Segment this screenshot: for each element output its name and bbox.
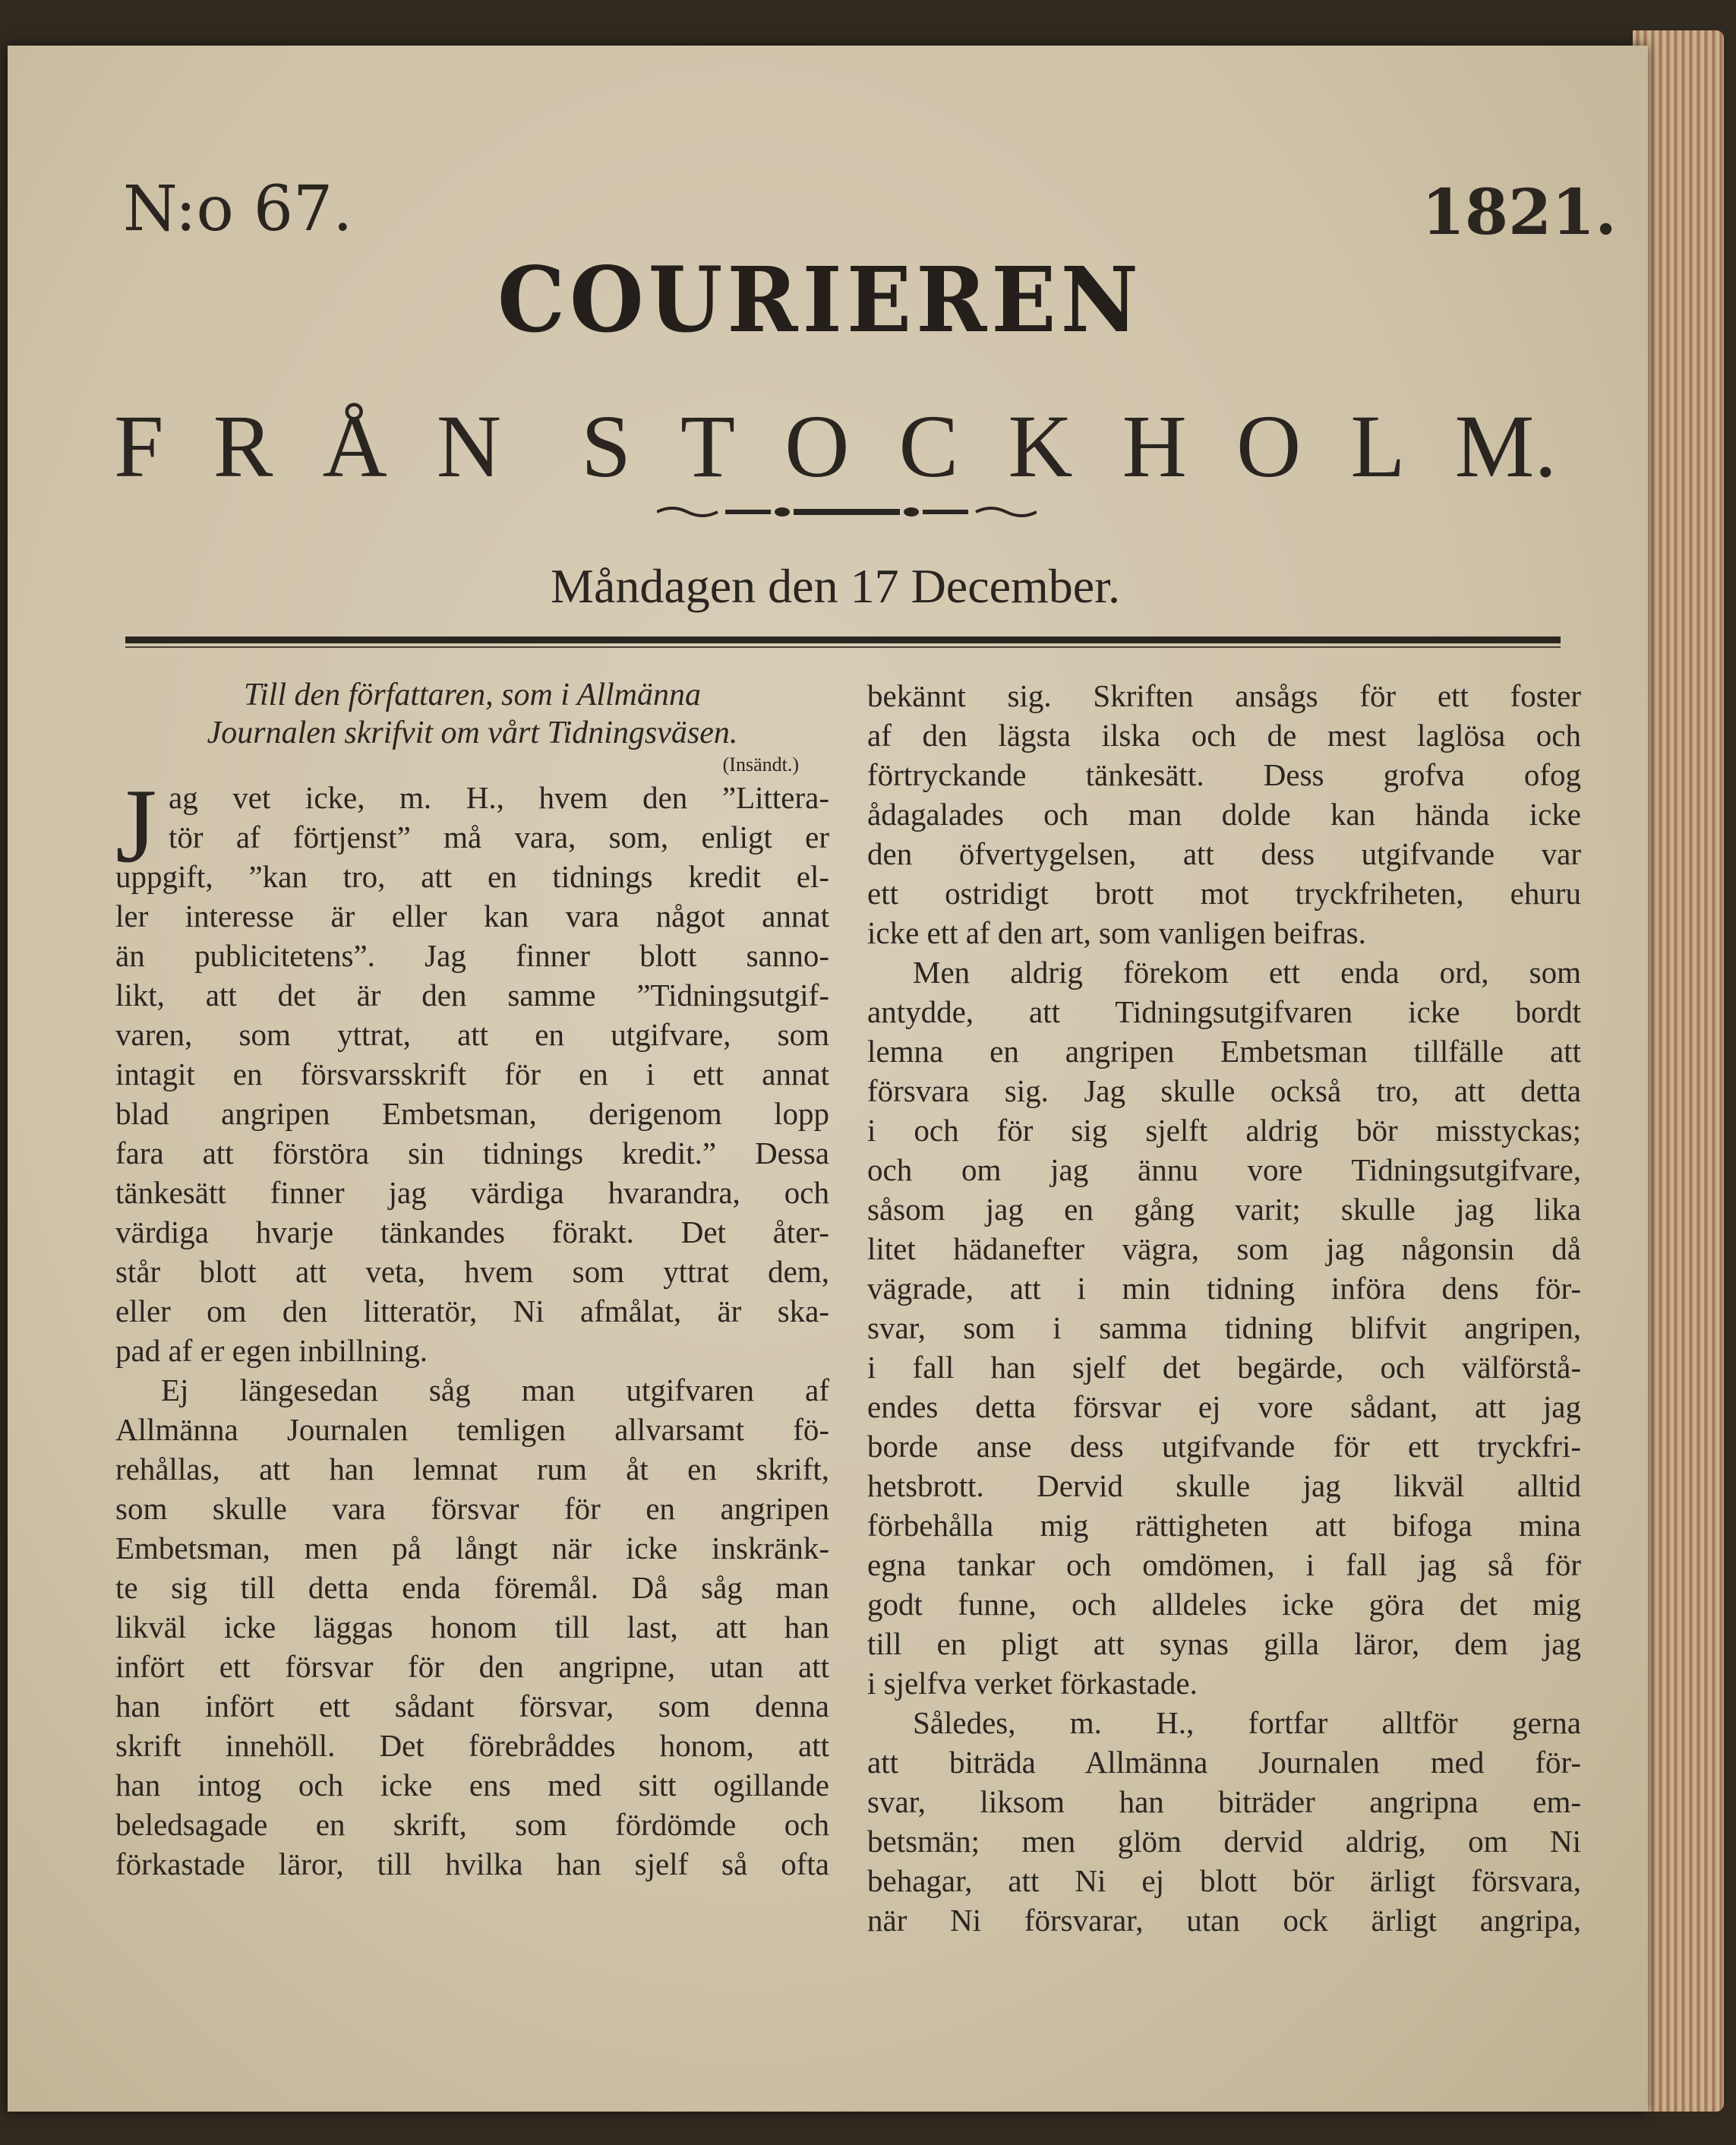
- masthead-subtitle: [114, 395, 1557, 498]
- text-line: svar, liksom han biträder angripna em-: [867, 1784, 1581, 1819]
- text-line: rehållas, att han lemnat rum åt en skrift,: [115, 1452, 829, 1486]
- text-line: såsom jag en gång varit; skulle jag lika: [867, 1192, 1581, 1227]
- text-line: han infört ett sådant försvar, som denna: [115, 1689, 829, 1723]
- article-body-left: [115, 767, 829, 1884]
- subtitle-letter: C: [898, 396, 959, 496]
- text-line: än publicitetens”. Jag finner blott sanno-: [115, 938, 829, 973]
- text-line: af den lägsta ilska och de mest laglösa och: [867, 718, 1581, 753]
- text-line: tänkesätt finner jag värdiga hvarandra, och: [115, 1175, 829, 1210]
- text-line: ådagalades och man dolde kan hända icke: [867, 797, 1581, 832]
- right-column: [867, 676, 1581, 1940]
- text-line: när Ni försvarar, utan ock ärligt angripa,: [867, 1903, 1581, 1938]
- subtitle-letter: T: [680, 396, 736, 496]
- subtitle-letter: S: [581, 396, 631, 496]
- header-rule: [125, 637, 1561, 643]
- article-title-line: Till den författaren, som i Allmänna: [243, 678, 702, 712]
- text-line: bekännt sig. Skriften ansågs för ett foster: [867, 678, 1581, 713]
- text-line: ett ostridigt brott mot tryckfriheten, ehuru: [867, 876, 1581, 911]
- header-rule-thin: [125, 646, 1561, 648]
- text-line: eller om den litteratör, Ni afmålat, är ska-: [115, 1294, 829, 1328]
- subtitle-letter: K: [1008, 396, 1073, 496]
- text-line: skrift innehöll. Det förebråddes honom, att: [115, 1728, 829, 1763]
- text-line: beledsagade en skrift, som fördömde och: [115, 1807, 829, 1842]
- subtitle-letter: Å: [322, 396, 387, 496]
- left-column: [115, 676, 829, 1884]
- text-line: behagar, att Ni ej blott bör ärligt försvara,: [867, 1863, 1581, 1898]
- masthead-title: COURIEREN: [497, 248, 1144, 353]
- issue-number: N:o 67.: [123, 173, 353, 245]
- text-line: han intog och icke ens med sitt ogillande: [115, 1767, 829, 1802]
- text-line: endes detta försvar ej vore sådant, att jag: [867, 1389, 1581, 1424]
- issue-year: 1821.: [1422, 176, 1617, 249]
- text-line: hetsbrott. Dervid skulle jag likväl alltid: [867, 1468, 1581, 1503]
- ornament-divider: [657, 503, 1037, 521]
- text-line: lemna en angripen Embetsman tillfälle att: [867, 1034, 1581, 1069]
- text-line: förbehålla mig rättigheten att bifoga mina: [867, 1508, 1581, 1543]
- text-line: i och för sig sjelft aldrig bör misstyckas;: [867, 1113, 1581, 1148]
- article-title-line: Journalen skrifvit om vårt Tidningsväsen.: [207, 716, 738, 750]
- text-line: tör af förtjenst” må vara, som, enligt er: [169, 820, 829, 855]
- text-line: infört ett försvar för den angripne, utan att: [115, 1649, 829, 1684]
- text-line: ag vet icke, m. H., hvem den ”Littera-: [169, 780, 829, 815]
- text-line: förtryckande tänkesätt. Dess grofva ofog: [867, 757, 1581, 792]
- text-line: godt funne, och alldeles icke göra det mig: [867, 1587, 1581, 1622]
- text-line: intagit en försvarsskrift för en i ett annat: [115, 1057, 829, 1091]
- text-line: betsmän; men glöm dervid aldrig, om Ni: [867, 1824, 1581, 1859]
- text-line: Ej längesedan såg man utgifvaren af: [161, 1373, 829, 1407]
- text-line: till en pligt att synas gilla läror, dem jag: [867, 1626, 1581, 1661]
- subtitle-letter: H: [1122, 396, 1187, 496]
- text-line: varen, som yttrat, att en utgifvare, som: [115, 1017, 829, 1052]
- text-line: pad af er egen inbillning.: [115, 1333, 428, 1368]
- subtitle-letter: N: [436, 396, 502, 496]
- text-line: blad angripen Embetsman, derigenom lopp: [115, 1096, 829, 1131]
- dateline: Måndagen den 17 December.: [551, 559, 1120, 613]
- subtitle-letter: L: [1350, 396, 1406, 496]
- text-line: svar, som i samma tidning blifvit angripen,: [867, 1310, 1581, 1345]
- text-line: står blott att veta, hvem som yttrat dem,: [115, 1254, 829, 1289]
- text-line: i fall han sjelf det begärde, och välförstå-: [867, 1350, 1581, 1385]
- text-line: och om jag ännu vore Tidningsutgifvare,: [867, 1152, 1581, 1187]
- text-line: te sig till detta enda föremål. Då såg man: [115, 1570, 829, 1605]
- text-line: den öfvertygelsen, att dess utgifvande var: [867, 836, 1581, 871]
- text-line: Allmänna Journalen temligen allvarsamt fö-: [115, 1412, 829, 1447]
- text-line: försvara sig. Jag skulle också tro, att detta: [867, 1073, 1581, 1108]
- text-line: Embetsman, men på långt när icke inskränk-: [115, 1531, 829, 1565]
- text-line: likväl icke läggas honom till last, att han: [115, 1610, 829, 1644]
- drop-cap: J: [115, 767, 157, 885]
- text-line: borde anse dess utgifvande för ett tryckfri-: [867, 1429, 1581, 1464]
- text-line: antydde, att Tidningsutgifvaren icke bordt: [867, 994, 1581, 1029]
- text-line: Men aldrig förekom ett enda ord, som: [913, 955, 1581, 990]
- submitted-note: (Insändt.): [722, 753, 799, 776]
- text-line: uppgift, ”kan tro, att en tidnings kredit el-: [115, 859, 829, 894]
- text-line: ler interesse är eller kan vara något annat: [115, 899, 829, 934]
- text-line: vägrade, att i min tidning införa dens för-: [867, 1271, 1581, 1306]
- text-line: litet hädanefter vägra, som jag någonsin då: [867, 1231, 1581, 1266]
- text-line: förkastade läror, till hvilka han sjelf så ofta: [115, 1846, 829, 1881]
- subtitle-letter: R: [213, 396, 273, 496]
- text-line: i sjelfva verket förkastade.: [867, 1666, 1198, 1701]
- subtitle-letter: M.: [1454, 396, 1557, 496]
- text-line: värdiga hvarje tänkandes förakt. Det åter-: [115, 1215, 829, 1249]
- text-line: icke ett af den art, som vanligen beifras.: [867, 915, 1366, 950]
- subtitle-letter: O: [1236, 396, 1302, 496]
- subtitle-letter: O: [784, 396, 850, 496]
- text-line: att biträda Allmänna Journalen med för-: [867, 1745, 1581, 1780]
- text-line: som skulle vara försvar för en angripen: [115, 1491, 829, 1526]
- subtitle-letter: F: [114, 396, 164, 496]
- text-line: egna tankar och omdömen, i fall jag så för: [867, 1547, 1581, 1582]
- text-line: likt, att det är den samme ”Tidningsutgif-: [115, 978, 829, 1012]
- text-line: fara att förstöra sin tidnings kredit.” Dessa: [115, 1136, 829, 1170]
- text-line: Således, m. H., fortfar alltför gerna: [913, 1705, 1581, 1740]
